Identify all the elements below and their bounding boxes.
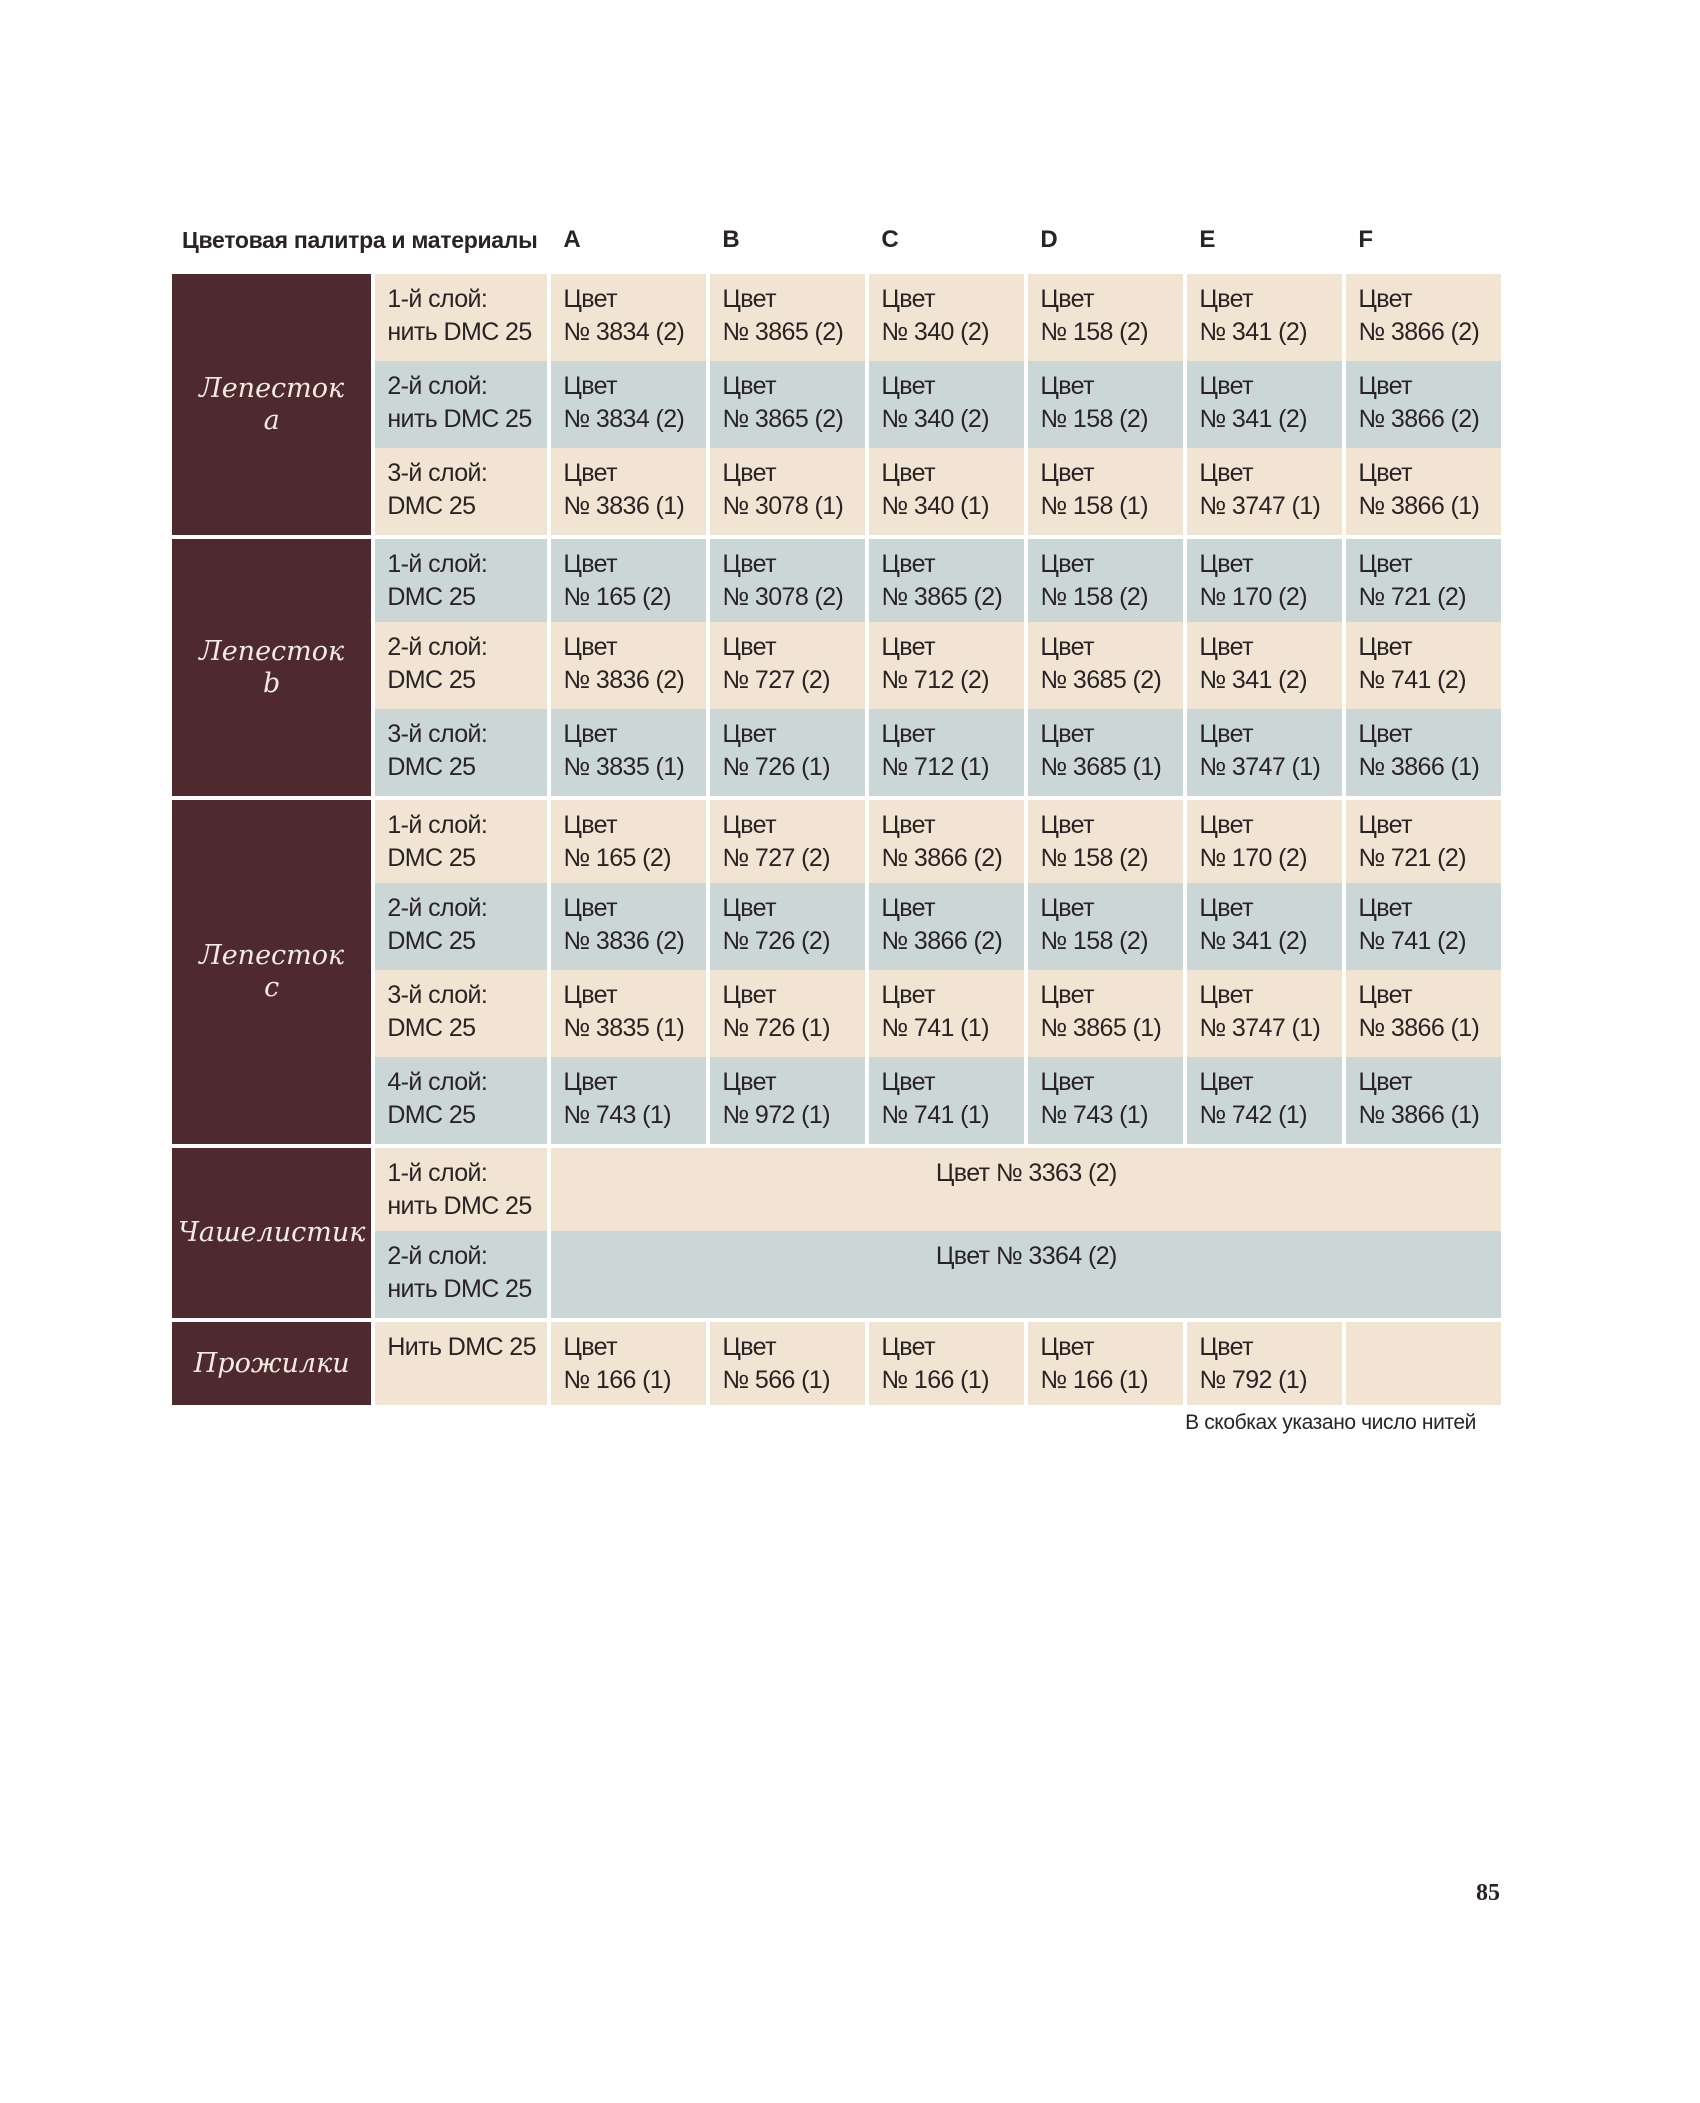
color-cell — [1187, 1057, 1346, 1144]
layer-label — [375, 448, 551, 535]
color-prefix: Цвет — [563, 285, 617, 313]
color-prefix: Цвет — [722, 285, 776, 313]
layer-label — [375, 361, 551, 448]
color-cell — [1028, 796, 1187, 883]
color-prefix: Цвет — [1358, 811, 1412, 839]
color-value: № 726 (1) — [722, 1014, 830, 1042]
color-cell — [1187, 361, 1346, 448]
color-cell — [551, 1057, 710, 1144]
table-row — [172, 1318, 1501, 1405]
cell-line: Нить DMC 25 — [387, 1333, 536, 1361]
color-prefix: Цвет — [1199, 981, 1253, 1009]
group-label — [172, 535, 375, 796]
color-prefix: Цвет — [722, 1333, 776, 1361]
header-row — [172, 212, 1501, 274]
cell-line: нить DMC 25 — [387, 405, 532, 433]
color-value: № 3866 (2) — [881, 927, 1003, 955]
color-prefix: Цвет — [1358, 981, 1412, 1009]
color-prefix: Цвет — [1040, 633, 1094, 661]
cell-line: DMC 25 — [387, 666, 476, 694]
color-value: № 341 (2) — [1199, 318, 1307, 346]
layer-label — [375, 709, 551, 796]
color-cell — [551, 622, 710, 709]
color-cell — [1187, 1318, 1346, 1405]
color-cell — [1028, 1057, 1187, 1144]
color-prefix: Цвет — [1040, 720, 1094, 748]
color-prefix: Цвет — [881, 1333, 935, 1361]
color-value: № 721 (2) — [1358, 583, 1466, 611]
color-prefix: Цвет — [881, 459, 935, 487]
color-cell — [869, 709, 1028, 796]
color-value: № 158 (2) — [1040, 583, 1148, 611]
color-prefix: Цвет — [1199, 1068, 1253, 1096]
color-value: № 341 (2) — [1199, 666, 1307, 694]
color-value: № 3865 (2) — [722, 405, 844, 433]
color-cell — [710, 883, 869, 970]
color-prefix: Цвет — [563, 372, 617, 400]
color-prefix: Цвет — [722, 1068, 776, 1096]
color-prefix: Цвет — [563, 1068, 617, 1096]
color-value: № 340 (1) — [881, 492, 989, 520]
color-cell — [710, 535, 869, 622]
cell-line: Чашелистик — [178, 1217, 366, 1248]
color-prefix: Цвет — [1040, 372, 1094, 400]
color-cell — [869, 274, 1028, 361]
color-value: № 3866 (2) — [1358, 318, 1480, 346]
color-value: № 3685 (2) — [1040, 666, 1162, 694]
color-prefix: Цвет — [722, 633, 776, 661]
layer-label — [375, 622, 551, 709]
color-cell — [1028, 448, 1187, 535]
color-cell — [869, 622, 1028, 709]
color-cell — [869, 796, 1028, 883]
color-value: № 158 (2) — [1040, 844, 1148, 872]
color-cell — [869, 1318, 1028, 1405]
color-cell — [1187, 622, 1346, 709]
color-value: № 3866 (2) — [881, 844, 1003, 872]
color-prefix: Цвет — [1358, 894, 1412, 922]
color-prefix: Цвет — [722, 720, 776, 748]
color-value: № 158 (2) — [1040, 927, 1148, 955]
color-cell — [1028, 883, 1187, 970]
layer-label — [375, 796, 551, 883]
color-prefix: Цвет — [1199, 633, 1253, 661]
color-prefix: Цвет — [1358, 285, 1412, 313]
color-value: № 3865 (1) — [1040, 1014, 1162, 1042]
color-value: № 165 (2) — [563, 583, 671, 611]
color-prefix: Цвет — [722, 459, 776, 487]
color-prefix: Цвет — [881, 894, 935, 922]
layer-label — [375, 535, 551, 622]
color-cell — [1028, 361, 1187, 448]
color-prefix: Цвет — [1040, 1333, 1094, 1361]
color-cell — [710, 1318, 869, 1405]
color-prefix: Цвет — [563, 720, 617, 748]
color-prefix: Цвет — [881, 720, 935, 748]
cell-line: нить DMC 25 — [387, 1192, 532, 1220]
cell-line: 1-й слой: — [387, 1159, 488, 1187]
color-cell — [869, 883, 1028, 970]
color-cell — [710, 1057, 869, 1144]
cell-line: DMC 25 — [387, 753, 476, 781]
cell-line: 2-й слой: — [387, 633, 488, 661]
cell-line: DMC 25 — [387, 583, 476, 611]
color-cell — [1028, 622, 1187, 709]
page-number: 85 — [1476, 1880, 1500, 1906]
color-value: № 3747 (1) — [1199, 492, 1321, 520]
color-prefix: Цвет — [722, 550, 776, 578]
color-value: № 3836 (1) — [563, 492, 685, 520]
color-cell — [551, 448, 710, 535]
color-cell — [551, 883, 710, 970]
column-header-b: B — [710, 212, 869, 274]
color-cell — [1187, 448, 1346, 535]
color-cell — [1028, 535, 1187, 622]
layer-label — [375, 970, 551, 1057]
color-cell — [551, 709, 710, 796]
color-cell — [710, 709, 869, 796]
color-prefix: Цвет — [1358, 633, 1412, 661]
color-prefix: Цвет — [563, 811, 617, 839]
palette-body — [172, 274, 1501, 1405]
color-value: № 726 (1) — [722, 753, 830, 781]
color-value: № 743 (1) — [563, 1101, 671, 1129]
color-value: № 741 (2) — [1358, 927, 1466, 955]
color-value: № 712 (2) — [881, 666, 989, 694]
layer-label — [375, 1318, 551, 1405]
color-cell — [710, 274, 869, 361]
color-value: № 3685 (1) — [1040, 753, 1162, 781]
color-cell — [710, 448, 869, 535]
color-value: № 3836 (2) — [563, 666, 685, 694]
column-header-c: C — [869, 212, 1028, 274]
color-value: № 158 (1) — [1040, 492, 1148, 520]
color-prefix: Цвет — [722, 372, 776, 400]
color-value: № 170 (2) — [1199, 583, 1307, 611]
group-label — [172, 1318, 375, 1405]
color-prefix: Цвет — [563, 459, 617, 487]
color-value: № 566 (1) — [722, 1366, 830, 1394]
color-prefix: Цвет — [1040, 285, 1094, 313]
color-value: № 721 (2) — [1358, 844, 1466, 872]
color-prefix: Цвет — [1358, 550, 1412, 578]
column-header-f: F — [1346, 212, 1501, 274]
color-prefix: Цвет — [1040, 894, 1094, 922]
cell-line: Лепесток — [199, 940, 345, 971]
color-value: № 726 (2) — [722, 927, 830, 955]
color-cell — [710, 361, 869, 448]
color-prefix: Цвет — [563, 981, 617, 1009]
cell-line: c — [264, 972, 280, 1003]
color-cell-merged — [551, 1144, 1501, 1231]
color-prefix: Цвет — [881, 811, 935, 839]
color-value: № 3866 (1) — [1358, 1014, 1480, 1042]
cell-line: 1-й слой: — [387, 285, 488, 313]
color-prefix: Цвет — [563, 550, 617, 578]
color-value: № 3747 (1) — [1199, 753, 1321, 781]
color-value: № 792 (1) — [1199, 1366, 1307, 1394]
color-value: № 3747 (1) — [1199, 1014, 1321, 1042]
layer-label — [375, 274, 551, 361]
cell-line: 3-й слой: — [387, 720, 488, 748]
color-prefix: Цвет — [563, 1333, 617, 1361]
color-cell — [1346, 622, 1501, 709]
cell-line: 2-й слой: — [387, 372, 488, 400]
color-cell — [1346, 535, 1501, 622]
color-value: № 341 (2) — [1199, 927, 1307, 955]
group-label — [172, 796, 375, 1144]
cell-line: DMC 25 — [387, 492, 476, 520]
color-cell — [1187, 274, 1346, 361]
color-prefix: Цвет — [1358, 1068, 1412, 1096]
color-cell — [1346, 796, 1501, 883]
color-value: № 741 (1) — [881, 1014, 989, 1042]
footnote: В скобках указано число нитей — [1185, 1411, 1476, 1434]
color-prefix: Цвет — [722, 981, 776, 1009]
table-row — [172, 535, 1501, 622]
color-cell — [1346, 361, 1501, 448]
color-prefix: Цвет — [1199, 285, 1253, 313]
color-cell — [710, 796, 869, 883]
table-row — [172, 796, 1501, 883]
group-label — [172, 274, 375, 535]
color-prefix: Цвет — [881, 633, 935, 661]
color-value: № 3836 (2) — [563, 927, 685, 955]
color-value: № 165 (2) — [563, 844, 671, 872]
color-cell — [551, 1318, 710, 1405]
color-prefix: Цвет — [881, 285, 935, 313]
table-title: Цветовая палитра и материалы — [172, 212, 551, 274]
cell-line: 1-й слой: — [387, 550, 488, 578]
color-prefix: Цвет — [1199, 550, 1253, 578]
color-value: № 3835 (1) — [563, 1014, 685, 1042]
color-cell — [710, 622, 869, 709]
cell-line: нить DMC 25 — [387, 1275, 532, 1303]
cell-line: Лепесток — [199, 372, 345, 404]
color-value: № 741 (1) — [881, 1101, 989, 1129]
color-cell — [869, 535, 1028, 622]
color-cell — [869, 448, 1028, 535]
color-prefix: Цвет — [1199, 1333, 1253, 1361]
color-prefix: Цвет — [1199, 894, 1253, 922]
color-cell-merged — [551, 1231, 1501, 1318]
cell-line: a — [263, 404, 280, 436]
color-value: Цвет № 3364 (2) — [935, 1242, 1117, 1270]
color-value: № 158 (2) — [1040, 405, 1148, 433]
color-value: № 166 (1) — [1040, 1366, 1148, 1394]
palette-table — [172, 212, 1501, 1405]
color-cell — [1346, 883, 1501, 970]
color-prefix: Цвет — [1199, 459, 1253, 487]
layer-label — [375, 883, 551, 970]
color-prefix: Цвет — [1358, 720, 1412, 748]
color-value: № 972 (1) — [722, 1101, 830, 1129]
color-value: № 3865 (2) — [722, 318, 844, 346]
color-value: № 3866 (1) — [1358, 492, 1480, 520]
color-value: № 3835 (1) — [563, 753, 685, 781]
color-prefix: Цвет — [1040, 1068, 1094, 1096]
color-value: Цвет № 3363 (2) — [935, 1159, 1117, 1187]
layer-label — [375, 1057, 551, 1144]
color-cell — [551, 535, 710, 622]
table-row — [172, 1144, 1501, 1231]
layer-label — [375, 1231, 551, 1318]
color-value: № 742 (1) — [1199, 1101, 1307, 1129]
color-cell — [1187, 796, 1346, 883]
color-value: № 727 (2) — [722, 844, 830, 872]
color-prefix: Цвет — [722, 811, 776, 839]
color-value: № 166 (1) — [881, 1366, 989, 1394]
color-prefix: Цвет — [881, 372, 935, 400]
color-cell — [1187, 709, 1346, 796]
color-cell — [869, 1057, 1028, 1144]
color-cell — [710, 970, 869, 1057]
cell-line: 2-й слой: — [387, 894, 488, 922]
color-value: № 3078 (1) — [722, 492, 844, 520]
cell-line: 3-й слой: — [387, 459, 488, 487]
color-cell — [1028, 970, 1187, 1057]
color-cell — [869, 970, 1028, 1057]
group-label — [172, 1144, 375, 1318]
table-row — [172, 274, 1501, 361]
color-cell — [1346, 274, 1501, 361]
cell-line: DMC 25 — [387, 1014, 476, 1042]
color-prefix: Цвет — [563, 894, 617, 922]
color-cell — [551, 274, 710, 361]
color-value: № 3866 (2) — [1358, 405, 1480, 433]
cell-line: DMC 25 — [387, 844, 476, 872]
color-prefix: Цвет — [1199, 720, 1253, 748]
color-value: № 166 (1) — [563, 1366, 671, 1394]
color-value: № 3834 (2) — [563, 405, 685, 433]
color-prefix: Цвет — [1199, 811, 1253, 839]
color-prefix: Цвет — [1199, 372, 1253, 400]
color-cell — [1028, 1318, 1187, 1405]
color-value: № 340 (2) — [881, 405, 989, 433]
color-value: № 170 (2) — [1199, 844, 1307, 872]
color-value: № 741 (2) — [1358, 666, 1466, 694]
color-value: № 3866 (1) — [1358, 1101, 1480, 1129]
cell-line: Прожилки — [193, 1347, 350, 1379]
color-prefix: Цвет — [563, 633, 617, 661]
layer-label — [375, 1144, 551, 1231]
color-prefix: Цвет — [881, 981, 935, 1009]
color-value: № 3866 (1) — [1358, 753, 1480, 781]
cell-line: 4-й слой: — [387, 1068, 488, 1096]
color-prefix: Цвет — [1040, 459, 1094, 487]
cell-line: b — [263, 667, 281, 699]
color-value: № 3834 (2) — [563, 318, 685, 346]
color-cell — [1346, 709, 1501, 796]
color-value: № 3078 (2) — [722, 583, 844, 611]
color-prefix: Цвет — [881, 1068, 935, 1096]
color-cell — [1346, 448, 1501, 535]
color-value: № 158 (2) — [1040, 318, 1148, 346]
cell-line: DMC 25 — [387, 927, 476, 955]
color-cell — [1346, 1057, 1501, 1144]
color-cell — [1346, 1318, 1501, 1405]
color-cell — [1028, 709, 1187, 796]
color-prefix: Цвет — [1040, 550, 1094, 578]
cell-line: нить DMC 25 — [387, 318, 532, 346]
cell-line: 3-й слой: — [387, 981, 488, 1009]
color-value: № 712 (1) — [881, 753, 989, 781]
color-cell — [869, 361, 1028, 448]
column-header-a: A — [551, 212, 710, 274]
color-cell — [1187, 970, 1346, 1057]
color-cell — [1187, 535, 1346, 622]
cell-line: 1-й слой: — [387, 811, 488, 839]
column-header-e: E — [1187, 212, 1346, 274]
color-prefix: Цвет — [881, 550, 935, 578]
color-value: № 743 (1) — [1040, 1101, 1148, 1129]
cell-line: 2-й слой: — [387, 1242, 488, 1270]
color-prefix: Цвет — [1040, 811, 1094, 839]
color-cell — [551, 361, 710, 448]
color-prefix: Цвет — [1358, 372, 1412, 400]
color-cell — [551, 796, 710, 883]
color-cell — [1187, 883, 1346, 970]
cell-line: Лепесток — [199, 635, 345, 667]
color-value: № 727 (2) — [722, 666, 830, 694]
column-header-d: D — [1028, 212, 1187, 274]
color-prefix: Цвет — [722, 894, 776, 922]
color-value: № 341 (2) — [1199, 405, 1307, 433]
color-cell — [551, 970, 710, 1057]
color-value: № 340 (2) — [881, 318, 989, 346]
color-prefix: Цвет — [1040, 981, 1094, 1009]
color-cell — [1028, 274, 1187, 361]
cell-line: DMC 25 — [387, 1101, 476, 1129]
color-value: № 3865 (2) — [881, 583, 1003, 611]
color-cell — [1346, 970, 1501, 1057]
color-prefix: Цвет — [1358, 459, 1412, 487]
